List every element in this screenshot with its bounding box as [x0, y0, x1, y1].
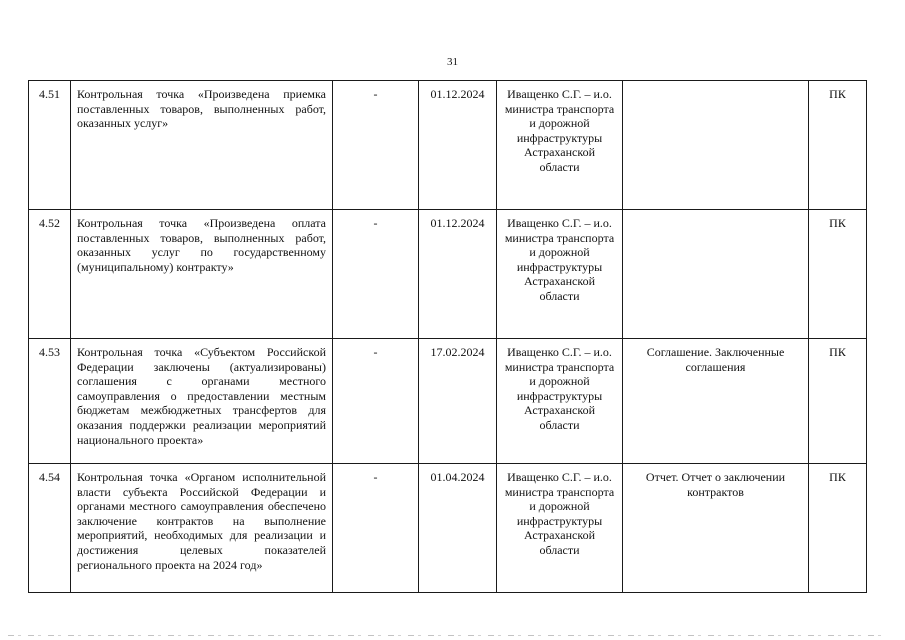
control-point-description: Контрольная точка «Субъектом Российской Федерации заключены (актуализированы) соглашения с органами местного самоуправления о предоставлении местным бюджетам межбюджетных трансфертов для оказания поддержки реализации мероприятий национального проекта» — [71, 339, 333, 464]
result-document: Отчет. Отчет о заключении контрактов — [623, 464, 809, 593]
control-point-description: Контрольная точка «Произведена приемка поставленных товаров, выполненных работ, оказанных услуг» — [71, 81, 333, 210]
base-value: - — [333, 464, 419, 593]
table-row — [29, 339, 867, 464]
result-document — [623, 210, 809, 339]
control-level: ПК — [809, 81, 867, 210]
control-level: ПК — [809, 339, 867, 464]
base-value: - — [333, 339, 419, 464]
deadline-date: 01.12.2024 — [419, 81, 497, 210]
row-number: 4.53 — [29, 339, 71, 464]
deadline-date: 17.02.2024 — [419, 339, 497, 464]
base-value: - — [333, 210, 419, 339]
control-level: ПК — [809, 464, 867, 593]
table-row — [29, 81, 867, 210]
responsible-person: Иващенко С.Г. – и.о. министра транспорта и дорожной инфраструктуры Астраханской области — [497, 210, 623, 339]
control-level: ПК — [809, 210, 867, 339]
responsible-person: Иващенко С.Г. – и.о. министра транспорта и дорожной инфраструктуры Астраханской области — [497, 81, 623, 210]
page-number: 31 — [447, 56, 458, 68]
control-points-table — [28, 80, 867, 593]
scan-artifact-line — [8, 635, 888, 636]
table-row — [29, 210, 867, 339]
responsible-person: Иващенко С.Г. – и.о. министра транспорта и дорожной инфраструктуры Астраханской области — [497, 464, 623, 593]
row-number: 4.54 — [29, 464, 71, 593]
row-number: 4.51 — [29, 81, 71, 210]
result-document: Соглашение. Заключенные соглашения — [623, 339, 809, 464]
table-row — [29, 464, 867, 593]
row-number: 4.52 — [29, 210, 71, 339]
base-value: - — [333, 81, 419, 210]
deadline-date: 01.04.2024 — [419, 464, 497, 593]
responsible-person: Иващенко С.Г. – и.о. министра транспорта и дорожной инфраструктуры Астраханской области — [497, 339, 623, 464]
control-point-description: Контрольная точка «Произведена оплата поставленных товаров, выполненных работ, оказанных услуг по государственному (муниципальному) контракту» — [71, 210, 333, 339]
deadline-date: 01.12.2024 — [419, 210, 497, 339]
control-point-description: Контрольная точка «Органом исполнительной власти субъекта Российской Федерации и органами местного самоуправления обеспечено заключение контрактов на выполнение мероприятий, необходимых для реализации и достижения целевых показателей регионального проекта на 2024 год» — [71, 464, 333, 593]
result-document — [623, 81, 809, 210]
